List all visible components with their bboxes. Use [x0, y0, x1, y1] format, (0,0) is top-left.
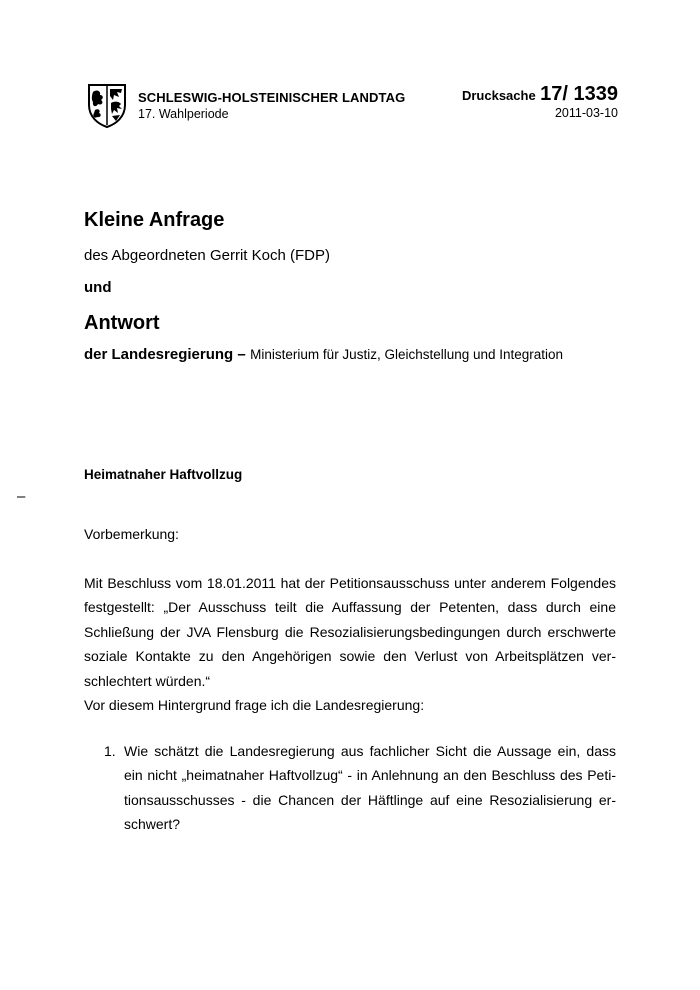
- government-line: [84, 346, 563, 364]
- asker-line: des Abgeordneten Gerrit Koch (FDP): [84, 247, 330, 264]
- question-text: [124, 739, 616, 837]
- ministry-name: Ministerium für Justiz, Gleichstellung und Integration: [250, 347, 564, 362]
- answer-title: Antwort: [84, 312, 160, 334]
- paragraph-line: Vor diesem Hintergrund frage ich die Landesregierung:: [84, 696, 425, 713]
- document-date: 2011-03-10: [554, 106, 618, 120]
- header-right: [462, 83, 618, 120]
- question-line: tionsausschusses - die Chancen der Häftlinge auf eine Resozialisierung er-: [124, 791, 616, 808]
- conjunction: und: [84, 279, 112, 296]
- paragraph-line: schlechtert würden.“: [84, 672, 211, 689]
- legislative-period: 17. Wahlperiode: [138, 107, 229, 121]
- government-label: der Landesregierung –: [84, 346, 246, 363]
- preliminary-label: Vorbemerkung:: [84, 526, 179, 542]
- paragraph-line: festgestellt: „Der Ausschuss teilt die Auffassung der Petenten, dass durch eine: [84, 599, 616, 616]
- question-line: schwert?: [124, 816, 181, 833]
- question-line: ein nicht „heimatnaher Haftvollzug“ - in Anlehnung an den Beschluss des Peti-: [124, 767, 616, 784]
- paragraph-line: soziale Kontakte zu den Angehörigen sowie den Verlust von Arbeitsplätzen ver-: [84, 648, 616, 665]
- header-left: [138, 90, 405, 121]
- paragraph-line: Schließung der JVA Flensburg die Resozialisierungsbedingungen durch erschwerte: [84, 623, 616, 640]
- drucksache-label: Drucksache: [461, 88, 536, 103]
- coat-of-arms-icon: [86, 83, 128, 129]
- paragraph-line: Mit Beschluss vom 18.01.2011 hat der Petitionsausschuss unter anderem Folgendes: [84, 575, 616, 591]
- question-number: 1.: [104, 743, 116, 759]
- drucksache-number: 17/ 1339: [540, 83, 618, 105]
- parliament-name: SCHLESWIG-HOLSTEINISCHER LANDTAG: [138, 90, 406, 105]
- inquiry-title: Kleine Anfrage: [84, 209, 225, 231]
- preliminary-paragraph: [84, 571, 616, 717]
- drucksache-line: [462, 83, 618, 106]
- subject-heading: Heimatnaher Haftvollzug: [84, 467, 243, 482]
- question-line: Wie schätzt die Landesregierung aus fachlicher Sicht die Aussage ein, dass: [124, 743, 616, 759]
- margin-dash: –: [17, 488, 26, 505]
